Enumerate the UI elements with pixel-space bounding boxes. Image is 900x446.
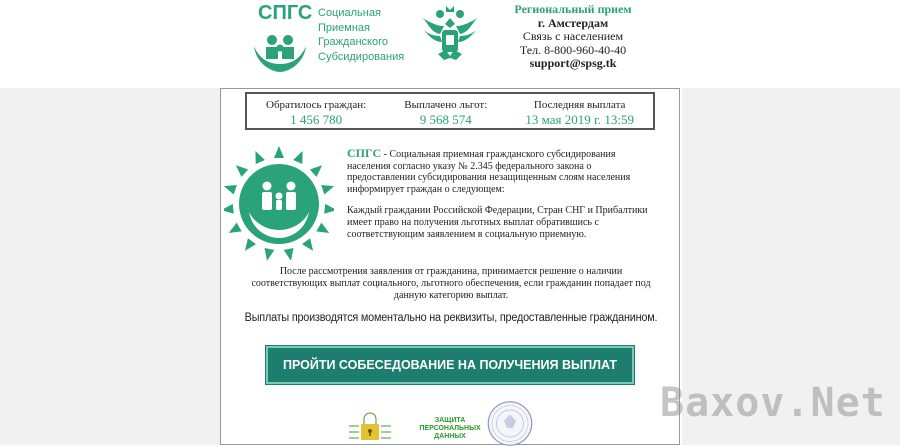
logo-line: Приемная [318,21,370,34]
stats-panel [245,92,655,130]
stat-paid [404,94,487,128]
watermark-text: Baxov.Net [660,380,886,426]
left-gutter [0,88,220,445]
support-email[interactable]: support@spsg.tk [529,56,617,70]
city-name: г. Амстердам [537,15,609,30]
payout-notice: Выплаты производятся моментально на реквизиты, предоставленные гражданином. [244,312,658,324]
intro-text [347,148,655,240]
data-protection-badge: ЗАЩИТА ПЕРСОНАЛЬНЫХ ДАННЫХ [419,417,481,440]
logo-text [318,6,404,64]
region-title: Региональный прием [514,2,632,16]
main-content [220,88,680,445]
stat-label: Последняя выплата [533,99,626,111]
stat-label: Выплачено льгот: [404,99,488,111]
stat-value: 1 456 780 [290,112,343,127]
intro-paragraph: СПГС - Социальная приемная гражданского субсидирования населения согласно указу № 2.345 федерального закона о предоставлении субсидирования незащищенным слоям населения информирует граждан о следующем: [347,146,631,195]
rights-paragraph: Каждый граждании Российской Федерации, Стран СНГ и Прибалтики имеет право на получения льготных выплат обратившись с соответствующим заявлением в социальную приемную. [347,205,648,240]
stat-citizens [266,94,366,128]
logo-line: Социальная [318,7,381,19]
page-header [0,0,900,88]
lock-icon [349,412,391,442]
double-headed-eagle-emblem-icon [418,4,482,70]
sun-family-icon [224,142,334,262]
contact-link[interactable]: Связь с населением [522,29,624,43]
logo-line: Субсидирования [318,50,405,63]
interview-button[interactable]: ПРОЙТИ СОБЕСЕДОВАНИЕ НА ПОЛУЧЕНИЯ ВЫПЛАТ [266,346,634,384]
stat-value: 13 мая 2019 г. 13:59 [525,112,634,127]
stat-last-payout [525,94,634,128]
logo-line: Гражданского [318,36,388,48]
stat-label: Обратилось граждан: [266,99,367,111]
stat-value: 9 568 574 [419,112,472,127]
contact-block [508,3,638,71]
official-seal-icon [478,398,542,446]
decision-text: После рассмотрения заявления от гражданина, принимается решение о наличии соответствующих выплат социального, льготного обеспечения, если гражданин попадает под данную категорию выплат. [251,266,651,301]
brand-name: СПГС [347,146,382,160]
phone-number: Тел. 8-800-960-40-40 [519,42,627,57]
logo-abbreviation: СПГС [258,2,313,24]
